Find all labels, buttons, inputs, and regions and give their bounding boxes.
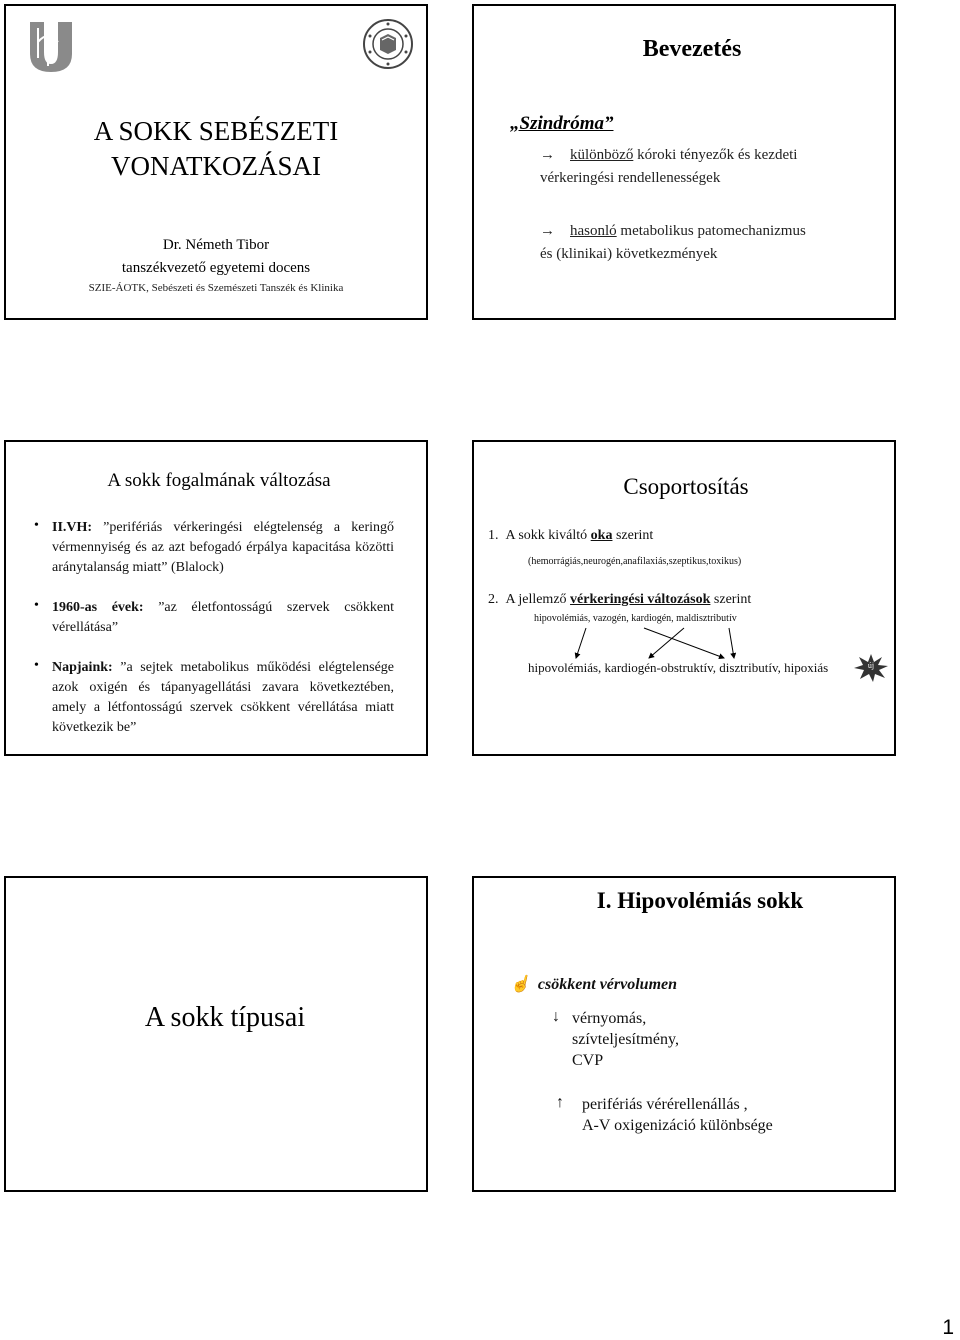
new-badge-text: új: [867, 661, 875, 670]
slide-heading: I. Hipovolémiás sokk: [596, 888, 804, 913]
new-classification: hipovolémiás, kardiogén-obstruktív, disztributív, hipoxiás: [528, 660, 829, 675]
intro-point-2: → hasonló metabolikus patomechanizmus és (klinikai) következmények: [540, 223, 806, 262]
university-logo-icon: [24, 18, 78, 74]
slide-introduction: [472, 4, 896, 320]
right-arrow-icon: →: [540, 223, 555, 239]
syndrome-term: „Szindróma”: [510, 113, 614, 134]
author-block: [6, 234, 426, 280]
bullet-icon: •: [34, 598, 39, 613]
slide-hypovolemic-shock: [472, 876, 896, 1192]
slide-heading: Csoportosítás: [623, 474, 749, 499]
slide-heading: A sokk fogalmának változása: [107, 470, 331, 491]
slide-shock-concept: [4, 440, 428, 756]
down-arrow-icon: ↓: [552, 1008, 560, 1025]
classification-item-2: 2. A jellemző vérkeringési változások szerint: [488, 592, 752, 607]
circulatory-types: hipovolémiás, vazogén, kardiogén, maldisztributív: [534, 613, 737, 624]
mapping-arrows: [474, 624, 896, 664]
bullet-icon: •: [34, 518, 39, 533]
presentation-title: A SOKK SEBÉSZETI VONATKOZÁSAI: [93, 116, 339, 181]
up-arrow-icon: ↑: [556, 1094, 564, 1111]
cause-types: (hemorrágiás,neurogén,anafilaxiás,szeptikus,toxikus): [528, 556, 742, 567]
bullet-icon: •: [34, 658, 39, 673]
slide-shock-types: [4, 876, 428, 1192]
page-number: 1: [942, 1316, 954, 1339]
decreased-parameters: vérnyomás, szívteljesítmény, CVP: [572, 1010, 679, 1069]
pointing-hand-icon: ☝: [510, 976, 530, 993]
faculty-seal-icon: [362, 18, 414, 70]
main-cause: ☝ csökkent vérvolumen: [510, 976, 678, 993]
author-role: tanszékvezető egyetemi docens: [121, 260, 311, 276]
slide-title: [4, 4, 428, 320]
institution: SZIE-ÁOTK, Sebészeti és Szemészeti Tanszék és Klinika: [88, 282, 344, 294]
author-name: Dr. Németh Tibor: [162, 237, 270, 253]
definition-ww2: II.VH: ”perifériás vérkeringési elégtelenség a keringő vérmennyiség és az azt befogadó érpálya kapacitása közötti aránytalanság miatt” (Blalock): [52, 520, 394, 575]
slide-heading: A sokk típusai: [144, 1002, 306, 1033]
definition-today: Napjaink: ”a sejtek metabolikus működési elégtelensége azok oxigén és tápanyagellátási zavara következtében, amely a létfontosságú szervek csökkent vérellátása miatt következik be”: [52, 660, 394, 735]
right-arrow-icon: →: [540, 147, 555, 163]
intro-point-1: → különböző kóroki tényezők és kezdeti vérkeringési rendellenességek: [540, 147, 798, 186]
definition-1960s: 1960-as évek: ”az életfontosságú szervek csökkent vérellátása”: [52, 600, 394, 635]
slide-heading: Bevezetés: [642, 36, 742, 62]
classification-item-1: 1. A sokk kiváltó oka szerint: [488, 528, 654, 543]
increased-parameters: perifériás vérérellenállás , A-V oxigenizáció különbsége: [582, 1096, 773, 1134]
slide-classification: [472, 440, 896, 756]
